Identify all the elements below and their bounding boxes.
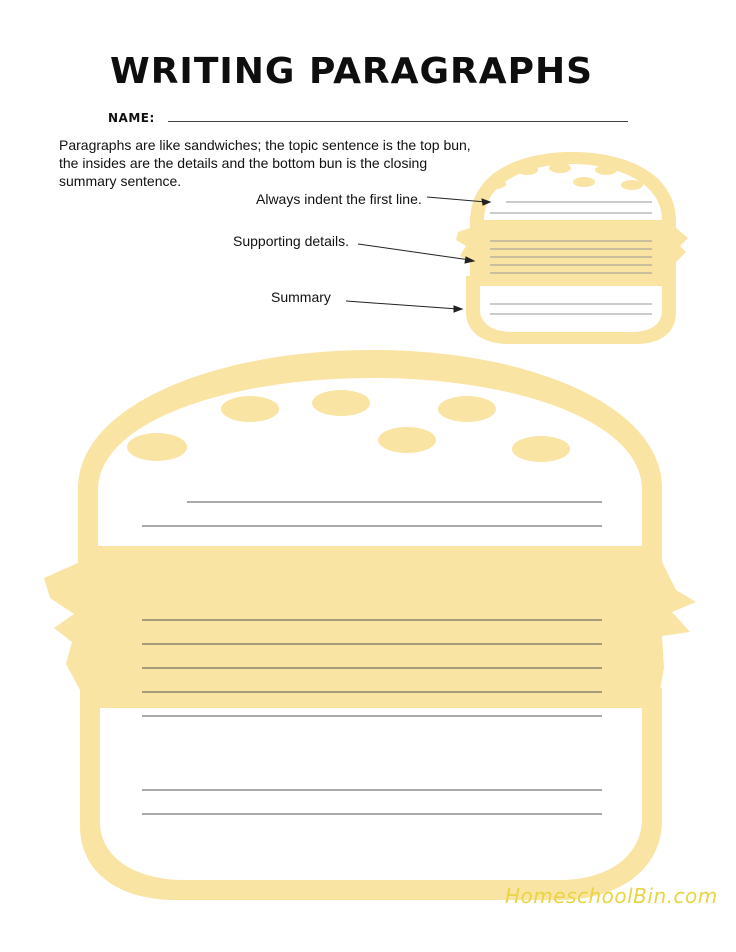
worksheet-title: WRITING PARAGRAPHS <box>110 51 594 92</box>
name-label: NAME: <box>108 111 155 125</box>
intro-text: Paragraphs are like sandwiches; the topic sentence is the top bun, the insides are the details and the bottom bun is the closing summary sentence. <box>59 137 471 189</box>
callout-details: Supporting details. <box>233 233 349 249</box>
big-burger <box>44 350 696 900</box>
callout-indent: Always indent the first line. <box>256 191 422 207</box>
callout-summary: Summary <box>271 289 331 305</box>
watermark-logo: HomeschoolBin.com <box>505 884 718 908</box>
